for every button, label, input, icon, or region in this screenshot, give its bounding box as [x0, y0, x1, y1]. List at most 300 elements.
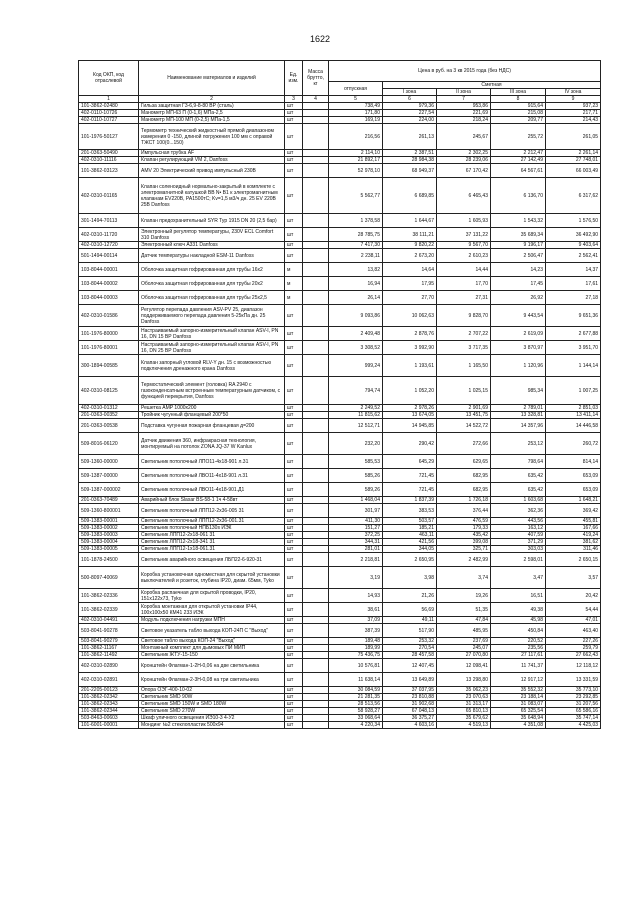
item-name: Настраиваемый запорно-измерительный клапан ASV-I, PN 16, DN 25 ВР Danfoss [139, 341, 285, 355]
table-row [79, 603, 601, 617]
item-mass [303, 412, 329, 419]
price-release: 344,31 [329, 539, 383, 546]
table-row [79, 617, 601, 624]
item-code: 101-1878-24500 [79, 553, 139, 567]
item-code: 201-0363-50490 [79, 150, 139, 157]
price-release: 3,19 [329, 567, 383, 589]
price-zone-2: 179,33 [437, 525, 491, 532]
item-name: Опора ОЭГ-400-10-02 [139, 687, 285, 694]
item-mass [303, 103, 329, 110]
price-zone-1: 503,57 [383, 518, 437, 525]
item-unit: м [285, 291, 303, 305]
item-code: 402-0310-12720 [79, 242, 139, 249]
item-code: 509-1383-00005 [79, 546, 139, 553]
item-name: Светильник ЛПП12-1х18-061.31 [139, 546, 285, 553]
column-index: 8 [491, 96, 546, 103]
price-release: 171,80 [329, 110, 383, 117]
price-zone-3: 915,64 [491, 103, 546, 110]
price-release: 301,97 [329, 504, 383, 518]
price-zone-2: 1 605,93 [437, 214, 491, 228]
price-zone-2: 3,74 [437, 567, 491, 589]
price-zone-1: 1 837,39 [383, 497, 437, 504]
price-release: 738,49 [329, 103, 383, 110]
table-row [79, 110, 601, 117]
item-code: 301-1494-70113 [79, 214, 139, 228]
item-unit: шт [285, 518, 303, 525]
price-zone-3: 2 506,47 [491, 249, 546, 263]
price-zone-4: 167,66 [546, 525, 601, 532]
price-zone-2: 27 070,80 [437, 652, 491, 659]
item-code: 201-2205-00123 [79, 687, 139, 694]
item-unit: шт [285, 687, 303, 694]
item-name: Датчик температуры накладной ESM-11 Danfoss [139, 249, 285, 263]
item-code: 101-3862-02339 [79, 603, 139, 617]
price-release: 151,27 [329, 525, 383, 532]
price-zone-3: 3 870,97 [491, 341, 546, 355]
item-code: 509-1383-00002 [79, 525, 139, 532]
price-zone-3: 12 917,12 [491, 673, 546, 687]
item-unit: шт [285, 228, 303, 242]
price-zone-2: 2 707,22 [437, 327, 491, 341]
price-zone-4: 1 144,14 [546, 355, 601, 377]
price-release: 589,26 [329, 483, 383, 497]
item-unit: шт [285, 546, 303, 553]
item-unit: шт [285, 652, 303, 659]
price-zone-4: 35 773,10 [546, 687, 601, 694]
price-zone-4: 369,42 [546, 504, 601, 518]
price-zone-3: 635,42 [491, 483, 546, 497]
item-mass [303, 504, 329, 518]
item-name: Светильник потолочный ЛПП12-2х36-005 31 [139, 504, 285, 518]
price-zone-2: 221,69 [437, 110, 491, 117]
table-row [79, 157, 601, 164]
table-row [79, 497, 601, 504]
price-zone-2: 629,65 [437, 455, 491, 469]
item-mass [303, 532, 329, 539]
price-zone-1: 290,42 [383, 433, 437, 455]
price-zone-3: 23 188,14 [491, 694, 546, 701]
page-number: 1622 [309, 34, 331, 44]
price-zone-4: 12 118,12 [546, 659, 601, 673]
item-mass [303, 110, 329, 117]
price-release: 5 562,77 [329, 178, 383, 214]
item-name: Импульсная трубка AF [139, 150, 285, 157]
price-release: 10 576,81 [329, 659, 383, 673]
table-row [79, 164, 601, 178]
item-mass [303, 687, 329, 694]
header-zone-4: IV зона [546, 89, 601, 96]
price-zone-2: 12 098,41 [437, 659, 491, 673]
item-code: 103-8044-00003 [79, 291, 139, 305]
column-index: 5 [329, 96, 383, 103]
price-zone-1: 2 387,51 [383, 150, 437, 157]
item-unit: шт [285, 377, 303, 405]
item-code: 402-0110-10727 [79, 117, 139, 124]
item-name: Решетка AMP 1000х200 [139, 405, 285, 412]
item-unit: шт [285, 412, 303, 419]
item-unit: шт [285, 603, 303, 617]
price-zone-4: 814,14 [546, 455, 601, 469]
price-zone-3: 64 567,61 [491, 164, 546, 178]
item-name: Светильник аварийного освещения ЛБП22-6-920-31 [139, 553, 285, 567]
item-code: 402-0310-01165 [79, 178, 139, 214]
price-release: 21 892,17 [329, 157, 383, 164]
item-unit: шт [285, 178, 303, 214]
price-zone-4: 1 007,25 [546, 377, 601, 405]
table-row [79, 701, 601, 708]
price-zone-4: 463,40 [546, 624, 601, 638]
price-zone-3: 215,08 [491, 110, 546, 117]
price-zone-1: 253,32 [383, 638, 437, 645]
price-zone-4: 2 677,88 [546, 327, 601, 341]
item-mass [303, 567, 329, 589]
item-mass [303, 377, 329, 405]
column-index-row [79, 96, 601, 103]
price-zone-1: 27,70 [383, 291, 437, 305]
item-mass [303, 525, 329, 532]
item-unit: шт [285, 157, 303, 164]
price-zone-1: 261,13 [383, 124, 437, 150]
item-mass [303, 164, 329, 178]
price-zone-3: 35 552,32 [491, 687, 546, 694]
item-unit: шт [285, 469, 303, 483]
item-name: Электронный ключ A331 Danfoss [139, 242, 285, 249]
price-zone-1: 31 902,68 [383, 701, 437, 708]
price-release: 33 068,64 [329, 715, 383, 722]
price-zone-3: 14 357,96 [491, 419, 546, 433]
price-zone-1: 645,29 [383, 455, 437, 469]
price-zone-1: 23 810,88 [383, 694, 437, 701]
item-name: Датчик движения 360, инфракрасная технология, монтируемый на потолок ZONA JQ-37 W Kanlux [139, 433, 285, 455]
price-zone-1: 721,45 [383, 469, 437, 483]
table-row [79, 715, 601, 722]
price-zone-2: 682,95 [437, 483, 491, 497]
item-unit: шт [285, 242, 303, 249]
item-unit: шт [285, 249, 303, 263]
item-name: Светильник потолочный НПБ130s ИЭК [139, 525, 285, 532]
price-table [78, 60, 601, 729]
price-zone-4: 13 331,59 [546, 673, 601, 687]
item-unit: шт [285, 341, 303, 355]
price-release: 232,20 [329, 433, 383, 455]
price-zone-2: 37 131,22 [437, 228, 491, 242]
item-name: Светильник ЛПП12-2х18-061 31 [139, 532, 285, 539]
price-release: 794,74 [329, 377, 383, 405]
price-zone-3: 3,47 [491, 567, 546, 589]
item-code: 503-8041-90278 [79, 624, 139, 638]
item-unit: шт [285, 419, 303, 433]
item-name: Световое табло выхода КОП-24 "Выход" [139, 638, 285, 645]
item-unit: шт [285, 497, 303, 504]
price-zone-2: 47,84 [437, 617, 491, 624]
item-mass [303, 694, 329, 701]
header-release: отпускная [329, 82, 383, 96]
table-row [79, 659, 601, 673]
price-zone-4: 214,43 [546, 117, 601, 124]
price-zone-1: 185,21 [383, 525, 437, 532]
price-zone-4: 217,71 [546, 110, 601, 117]
price-zone-1: 10 062,63 [383, 305, 437, 327]
price-zone-4: 9 403,64 [546, 242, 601, 249]
item-mass [303, 589, 329, 603]
item-code: 101-3862-11492 [79, 652, 139, 659]
price-zone-2: 6 465,43 [437, 178, 491, 214]
price-zone-3: 27 142,49 [491, 157, 546, 164]
price-zone-3: 13 328,81 [491, 412, 546, 419]
price-zone-3: 407,59 [491, 532, 546, 539]
price-zone-1: 21,26 [383, 589, 437, 603]
item-mass [303, 327, 329, 341]
item-unit: шт [285, 624, 303, 638]
price-release: 585,53 [329, 455, 383, 469]
price-release: 281,01 [329, 546, 383, 553]
table-row [79, 291, 601, 305]
item-mass [303, 277, 329, 291]
price-zone-1: 421,56 [383, 539, 437, 546]
price-release: 1 468,04 [329, 497, 383, 504]
price-zone-2: 9 567,70 [437, 242, 491, 249]
price-zone-1: 1 193,61 [383, 355, 437, 377]
price-zone-4: 1 648,21 [546, 497, 601, 504]
price-zone-1: 2 878,76 [383, 327, 437, 341]
item-name: Термостатический элемент (головка) RA 2940 с газоконденсатным встроенным температурным датчиком, с функцией перекрытия, Danfoss [139, 377, 285, 405]
price-zone-3: 16,51 [491, 589, 546, 603]
price-release: 38,61 [329, 603, 383, 617]
price-zone-1: 979,36 [383, 103, 437, 110]
item-code: 509-1383-00003 [79, 532, 139, 539]
price-zone-1: 224,00 [383, 117, 437, 124]
price-zone-3: 26,92 [491, 291, 546, 305]
table-row [79, 652, 601, 659]
table-row [79, 178, 601, 214]
price-release: 189,48 [329, 638, 383, 645]
price-zone-2: 2 302,25 [437, 150, 491, 157]
item-mass [303, 645, 329, 652]
price-zone-1: 4 603,16 [383, 722, 437, 729]
item-mass [303, 214, 329, 228]
price-release: 372,25 [329, 532, 383, 539]
item-code: 402-0110-10726 [79, 110, 139, 117]
price-release: 1 378,58 [329, 214, 383, 228]
price-zone-2: 19,26 [437, 589, 491, 603]
price-zone-3: 35 689,34 [491, 228, 546, 242]
price-zone-4: 653,09 [546, 469, 601, 483]
item-mass [303, 659, 329, 673]
item-code: 101-3862-02342 [79, 694, 139, 701]
item-code: 402-0310-01312 [79, 405, 139, 412]
price-zone-1: 14,64 [383, 263, 437, 277]
price-zone-1: 37 037,95 [383, 687, 437, 694]
price-zone-3: 2 598,01 [491, 553, 546, 567]
price-zone-3: 209,77 [491, 117, 546, 124]
item-unit: шт [285, 525, 303, 532]
item-mass [303, 341, 329, 355]
table-row [79, 518, 601, 525]
item-code: 402-0310-08125 [79, 377, 139, 405]
item-code: 101-3862-02343 [79, 701, 139, 708]
price-zone-4: 2 562,41 [546, 249, 601, 263]
price-zone-2: 35 062,23 [437, 687, 491, 694]
price-zone-3: 635,42 [491, 469, 546, 483]
item-code: 101-3862-11167 [79, 645, 139, 652]
price-zone-1: 56,69 [383, 603, 437, 617]
price-zone-1: 36 375,27 [383, 715, 437, 722]
price-zone-2: 376,44 [437, 504, 491, 518]
price-zone-2: 9 828,70 [437, 305, 491, 327]
item-name: Светильник потолочный ЛПО11-4х18-901 л.31 [139, 455, 285, 469]
item-code: 509-1360-800001 [79, 504, 139, 518]
item-unit: шт [285, 164, 303, 178]
table-row [79, 687, 601, 694]
price-zone-2: 399,08 [437, 539, 491, 546]
price-release: 30 084,59 [329, 687, 383, 694]
item-name: Тройник чугунный фланцевый 200*50 [139, 412, 285, 419]
item-unit: шт [285, 715, 303, 722]
item-code: 402-0310-11720 [79, 228, 139, 242]
item-unit: шт [285, 124, 303, 150]
price-zone-3: 163,12 [491, 525, 546, 532]
item-mass [303, 546, 329, 553]
price-zone-2: 51,35 [437, 603, 491, 617]
item-mass [303, 497, 329, 504]
table-row [79, 249, 601, 263]
item-name: Клапан запорный угловой RLV-Y дн. 15 с возможностью подключения дренажного крана Danfoss [139, 355, 285, 377]
item-unit: шт [285, 617, 303, 624]
item-unit: шт [285, 567, 303, 589]
price-zone-2: 14,44 [437, 263, 491, 277]
item-unit: шт [285, 150, 303, 157]
price-zone-1: 227,54 [383, 110, 437, 117]
price-zone-4: 27 748,01 [546, 157, 601, 164]
item-code: 101-3862-03123 [79, 164, 139, 178]
price-zone-4: 937,23 [546, 103, 601, 110]
price-release: 216,56 [329, 124, 383, 150]
item-code: 503-8041-90279 [79, 638, 139, 645]
header-zone-2: II зона [437, 89, 491, 96]
price-zone-2: 1 165,50 [437, 355, 491, 377]
item-code: 101-1976-80000 [79, 327, 139, 341]
price-release: 999,24 [329, 355, 383, 377]
item-name: AMV 20 Электрический привод импульсный 230В [139, 164, 285, 178]
price-zone-4: 381,62 [546, 539, 601, 546]
price-zone-4: 2 261,14 [546, 150, 601, 157]
price-release: 11 638,14 [329, 673, 383, 687]
price-zone-2: 476,59 [437, 518, 491, 525]
table-row [79, 377, 601, 405]
price-zone-3: 9 196,17 [491, 242, 546, 249]
item-mass [303, 539, 329, 546]
price-zone-3: 14,23 [491, 263, 546, 277]
price-zone-2: 13 451,75 [437, 412, 491, 419]
item-unit: шт [285, 305, 303, 327]
item-unit: шт [285, 532, 303, 539]
price-zone-4: 66 003,49 [546, 164, 601, 178]
price-release: 2 114,10 [329, 150, 383, 157]
item-unit: шт [285, 327, 303, 341]
price-release: 52 978,10 [329, 164, 383, 178]
price-zone-4: 23 292,85 [546, 694, 601, 701]
price-zone-4: 17,61 [546, 277, 601, 291]
price-release: 2 409,48 [329, 327, 383, 341]
item-unit: шт [285, 638, 303, 645]
item-code: 201-0363-00538 [79, 419, 139, 433]
price-zone-1: 383,53 [383, 504, 437, 518]
header-zone-3: III зона [491, 89, 546, 96]
table-row [79, 103, 601, 110]
price-release: 16,94 [329, 277, 383, 291]
column-index: 9 [546, 96, 601, 103]
item-name: Оболочка защитная гофрированная для трубы 25х2,5 [139, 291, 285, 305]
price-release: 37,09 [329, 617, 383, 624]
price-zone-2: 4 519,13 [437, 722, 491, 729]
price-release: 13,82 [329, 263, 383, 277]
price-zone-1: 517,90 [383, 624, 437, 638]
price-release: 2 218,81 [329, 553, 383, 567]
price-zone-1: 13 649,89 [383, 673, 437, 687]
price-zone-1: 2 673,20 [383, 249, 437, 263]
item-mass [303, 708, 329, 715]
item-name: Светильник потолочный ЛВО11-4х18-901.Д1 [139, 483, 285, 497]
price-zone-4: 13 411,14 [546, 412, 601, 419]
price-zone-3: 450,84 [491, 624, 546, 638]
item-mass [303, 124, 329, 150]
item-mass [303, 242, 329, 249]
price-zone-1: 68 949,37 [383, 164, 437, 178]
price-zone-2: 218,24 [437, 117, 491, 124]
item-mass [303, 263, 329, 277]
price-zone-3: 2 619,09 [491, 327, 546, 341]
price-zone-1: 49,11 [383, 617, 437, 624]
item-mass [303, 483, 329, 497]
price-release: 75 436,75 [329, 652, 383, 659]
item-mass [303, 603, 329, 617]
item-name: Клапан соленоидный нормально-закрытый в комплекте с электромагнитной катушкой BB N• В1 к электромагнитным клапанам EV220B, PA1500тС; Kv=1,5 м3/ч дн. 25 EV 220B 25B Danfoss [139, 178, 285, 214]
item-name: Светильник ЛПП12-2х18-341 31 [139, 539, 285, 546]
table-row [79, 419, 601, 433]
price-release: 21 281,35 [329, 694, 383, 701]
price-zone-2: 435,42 [437, 532, 491, 539]
item-name: Оболочка защитная гофрированная для трубы 16х2 [139, 263, 285, 277]
item-mass [303, 715, 329, 722]
price-zone-4: 9 651,36 [546, 305, 601, 327]
header-price-title: Цена в руб. на 3 кв 2015 года (без НДС) [329, 61, 601, 82]
price-zone-2: 65 810,13 [437, 708, 491, 715]
item-unit: шт [285, 110, 303, 117]
item-name: Настраиваемый запорно-измерительный клапан ASV-I, PN 16, DN 15 ВР Danfoss [139, 327, 285, 341]
price-zone-1: 28 457,58 [383, 652, 437, 659]
item-code: 500-8097-40069 [79, 567, 139, 589]
price-zone-3: 220,52 [491, 638, 546, 645]
item-unit: шт [285, 483, 303, 497]
item-name: Клапан регулирующий VM 2, Danfoss [139, 157, 285, 164]
table-row [79, 645, 601, 652]
table-row [79, 546, 601, 553]
price-zone-2: 2 901,69 [437, 405, 491, 412]
price-zone-1: 463,11 [383, 532, 437, 539]
price-zone-3: 65 325,54 [491, 708, 546, 715]
price-zone-4: 419,24 [546, 532, 601, 539]
item-mass [303, 638, 329, 645]
price-zone-2: 325,71 [437, 546, 491, 553]
item-unit: шт [285, 553, 303, 567]
table-row [79, 553, 601, 567]
item-mass [303, 249, 329, 263]
item-name: Кронштейн Флагман-2-3Н-0,08 на три светильника [139, 673, 285, 687]
item-code: 509-1387-000002 [79, 483, 139, 497]
price-zone-1: 9 820,22 [383, 242, 437, 249]
item-name: Коробка монтажная для открытой установки IP44, 100х100х50 КМ41 233 ИЭК [139, 603, 285, 617]
item-unit: шт [285, 214, 303, 228]
